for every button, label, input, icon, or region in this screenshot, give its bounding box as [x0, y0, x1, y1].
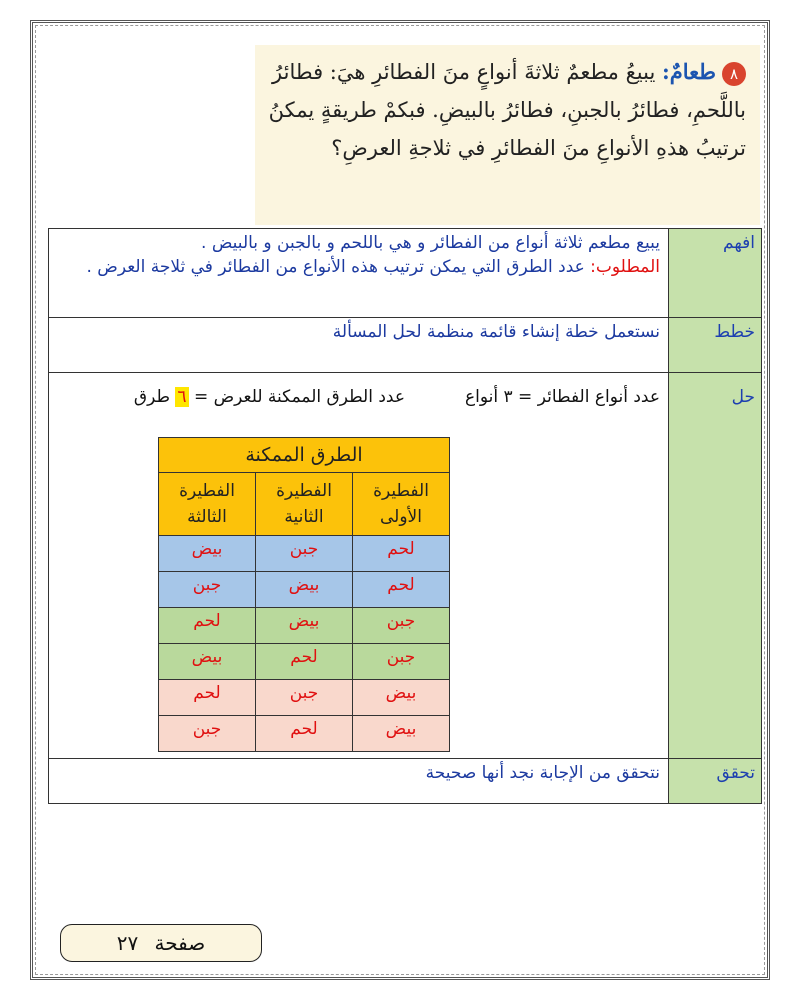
- table-cell: لحم: [159, 608, 256, 644]
- types-count-text: عدد أنواع الفطائر = ٣ أنواع: [465, 387, 660, 407]
- table-cell: بيض: [256, 608, 353, 644]
- ways-col-header: الفطيرة الأولى: [353, 473, 450, 536]
- solve-summary: [57, 385, 660, 409]
- table-cell: لحم: [159, 680, 256, 716]
- step-plan: [49, 318, 762, 373]
- table-cell: بيض: [353, 680, 450, 716]
- table-cell: لحم: [353, 536, 450, 572]
- step-content-understand: [49, 229, 669, 318]
- ways-col-header: الفطيرة الثانية: [256, 473, 353, 536]
- possible-ways-table: [158, 437, 450, 752]
- table-cell: بيض: [159, 536, 256, 572]
- table-cell: لحم: [353, 572, 450, 608]
- table-row: [159, 644, 450, 680]
- step-content-check: نتحقق من الإجابة نجد أنها صحيحة: [49, 759, 669, 804]
- step-content-solve: [49, 373, 669, 759]
- ways-count-unit: طرق: [133, 387, 170, 407]
- step-label-plan: خطط: [669, 318, 762, 373]
- table-cell: بيض: [159, 644, 256, 680]
- problem-text: يبيعُ مطعمٌ ثلاثةَ أنواعٍ منَ الفطائرِ هيَ: فطائرُ باللَّحمِ، فطائرُ بالجبنِ، فطائرُ بالبيضِ. فبكمْ طريقةٍ يمكنُ ترتيبُ هذهِ الأنواعِ منَ الفطائرِ في ثلاجةِ العرضِ؟: [268, 60, 746, 160]
- ways-table-title: الطرق الممكنة: [159, 438, 450, 473]
- table-cell: بيض: [353, 716, 450, 752]
- table-cell: لحم: [256, 716, 353, 752]
- table-cell: جبن: [159, 716, 256, 752]
- table-cell: جبن: [256, 536, 353, 572]
- step-label-solve: حل: [669, 373, 762, 759]
- table-cell: جبن: [256, 680, 353, 716]
- step-label-check: تحقق: [669, 759, 762, 804]
- step-content-plan: نستعمل خطة إنشاء قائمة منظمة لحل المسألة: [49, 318, 669, 373]
- problem-number: ٨: [722, 62, 746, 86]
- table-cell: جبن: [353, 608, 450, 644]
- table-row: [159, 572, 450, 608]
- understand-required: [57, 255, 660, 279]
- step-understand: [49, 229, 762, 318]
- ways-count-value: ٦: [177, 387, 187, 407]
- table-cell: لحم: [256, 644, 353, 680]
- table-row: [159, 608, 450, 644]
- solution-steps-table: [48, 228, 762, 804]
- problem-topic: طعامٌ:: [662, 59, 716, 84]
- step-check: [49, 759, 762, 804]
- table-cell: جبن: [159, 572, 256, 608]
- required-label: المطلوب:: [590, 257, 660, 277]
- table-row: [159, 536, 450, 572]
- ways-count-text: [134, 385, 405, 409]
- table-row: [159, 716, 450, 752]
- problem-box: [255, 45, 760, 225]
- step-label-understand: افهم: [669, 229, 762, 318]
- ways-count-label: عدد الطرق الممكنة للعرض =: [193, 387, 405, 407]
- step-solve: [49, 373, 762, 759]
- required-text: عدد الطرق التي يمكن ترتيب هذه الأنواع من الفطائر في ثلاجة العرض .: [86, 257, 591, 277]
- table-cell: بيض: [256, 572, 353, 608]
- understand-line: يبيع مطعم ثلاثة أنواع من الفطائر و هي باللحم و بالجبن و بالبيض .: [201, 233, 660, 253]
- table-row: [159, 680, 450, 716]
- page-number-box: صفحة ٢٧: [60, 924, 262, 962]
- table-cell: جبن: [353, 644, 450, 680]
- ways-col-header: الفطيرة الثالثة: [159, 473, 256, 536]
